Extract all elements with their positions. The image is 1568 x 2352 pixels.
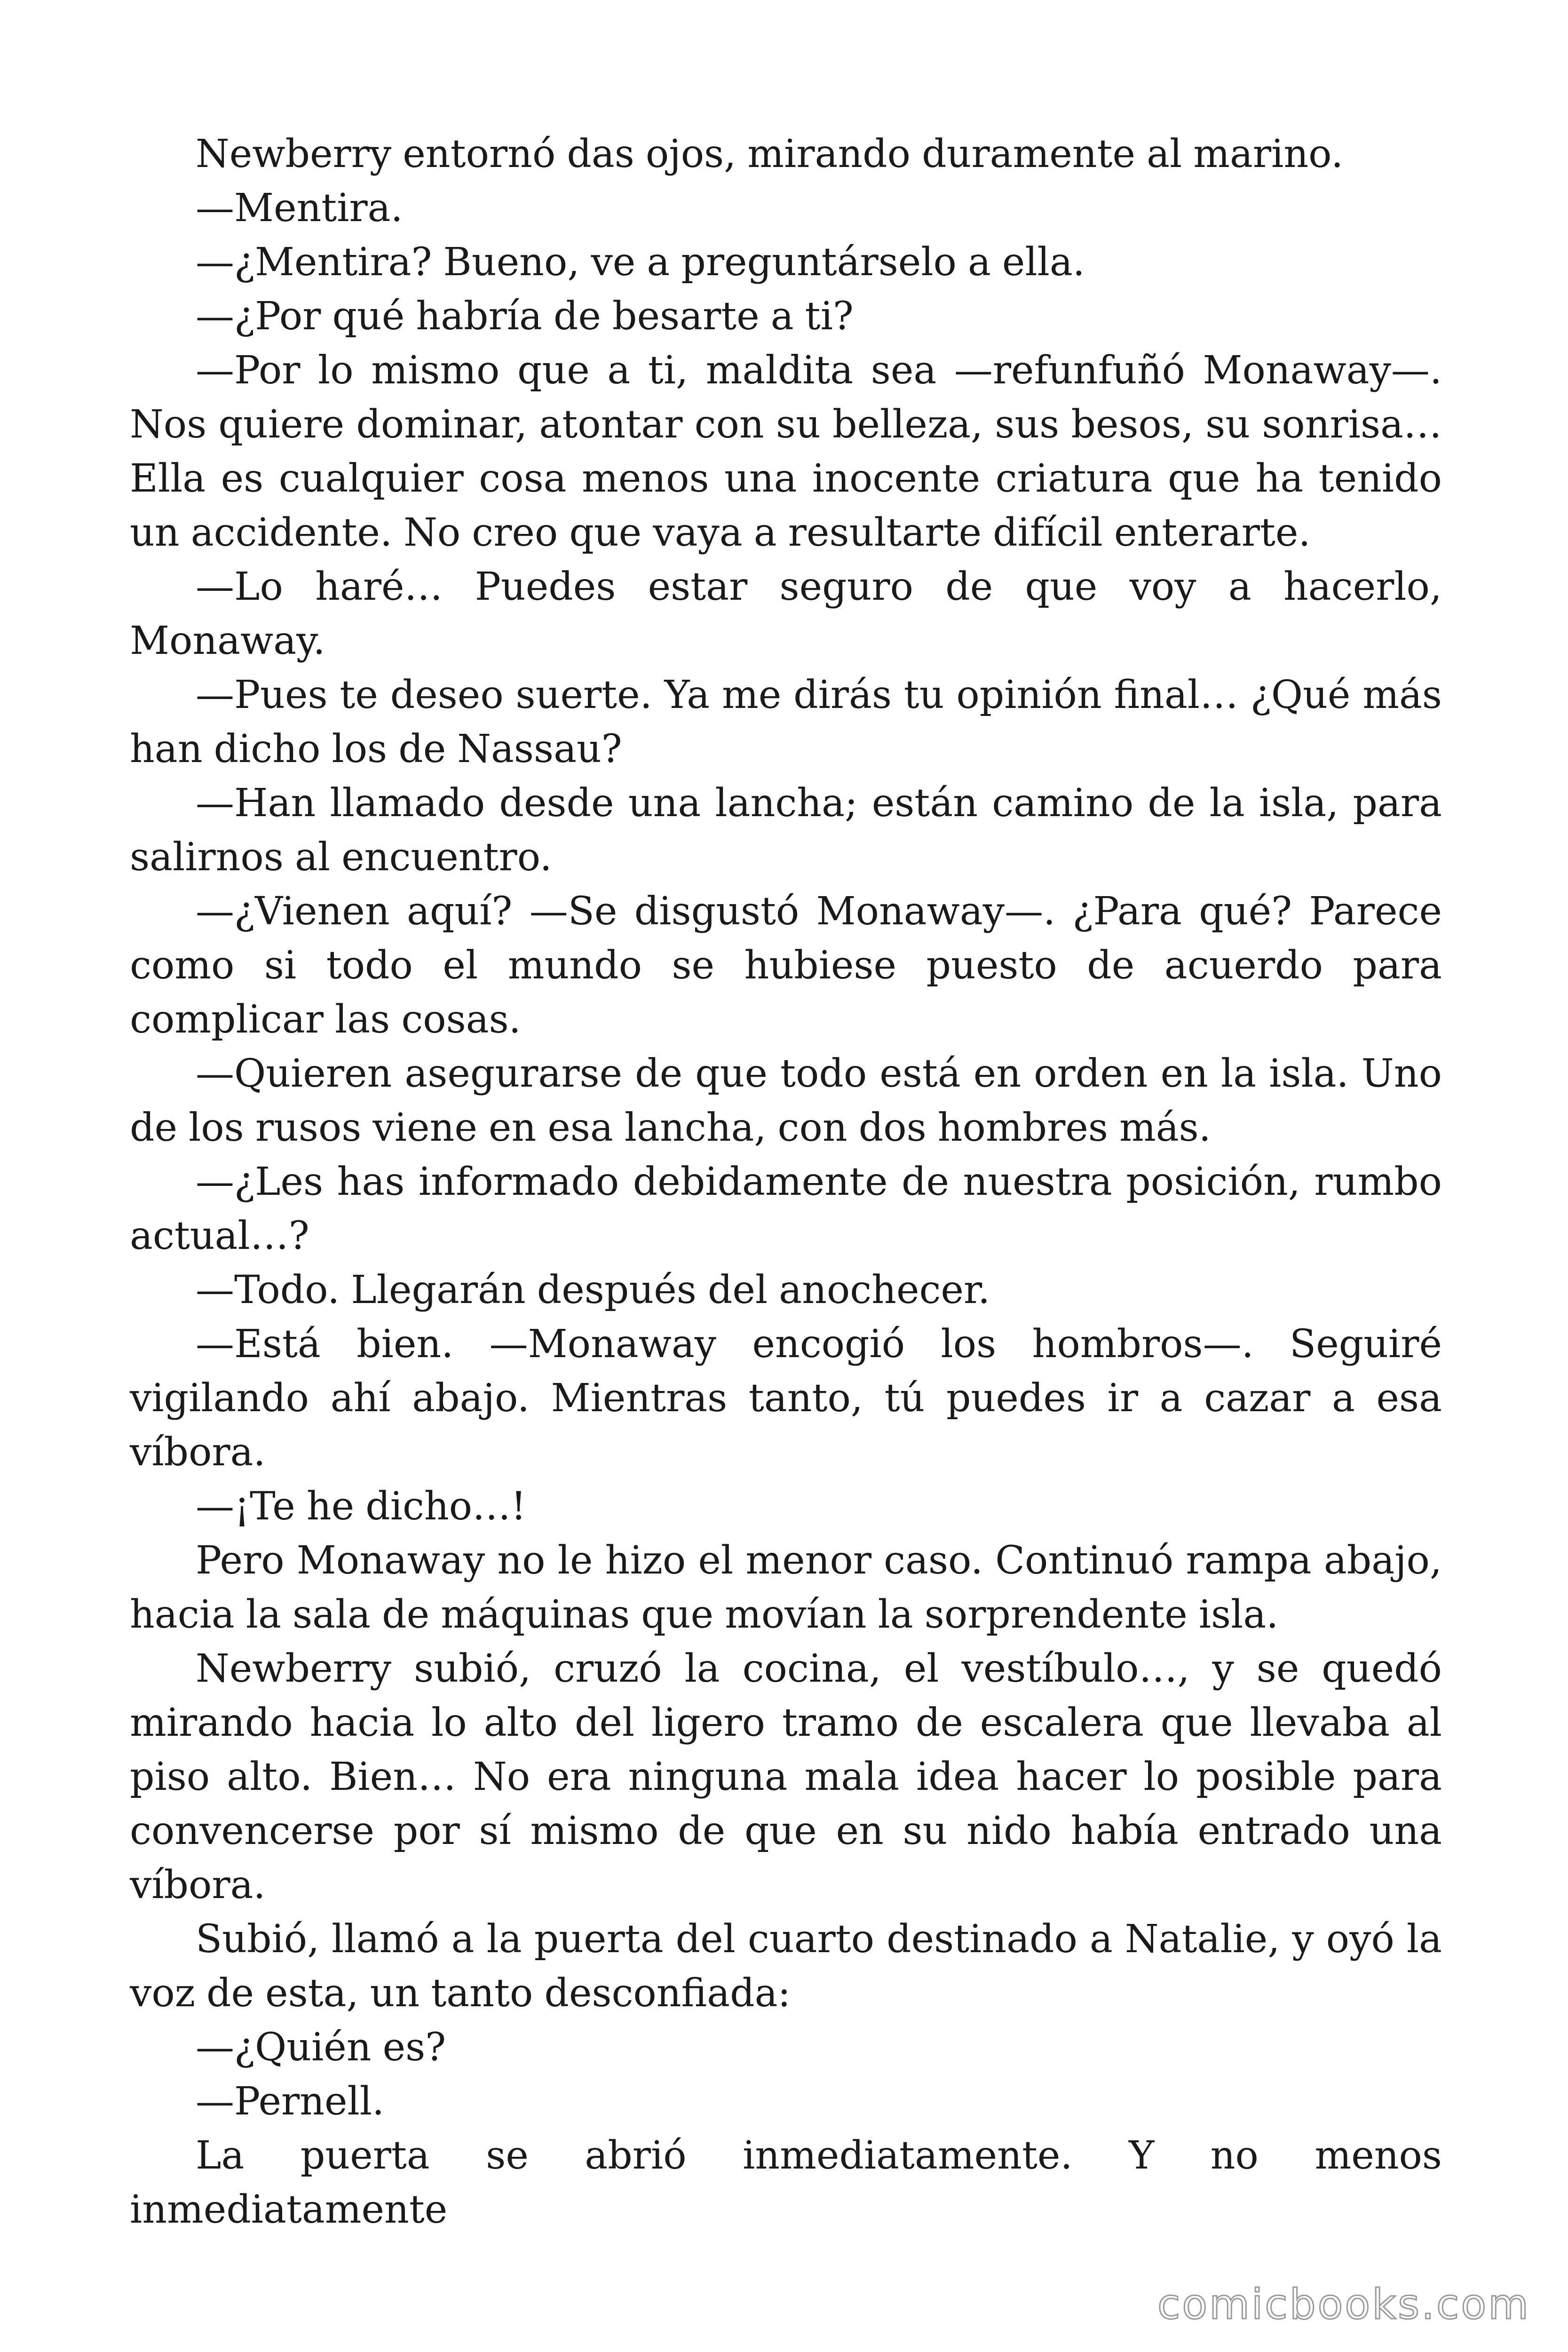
paragraph: —Todo. Llegarán después del anochecer. [196,1268,990,1312]
paragraph: Pero Monaway no le hizo el menor caso. Continuó rampa abajo, hacia la sala de máquinas que movían la sorprendente isla. [130,1538,1442,1637]
paragraph: —Está bien. —Monaway encogió los hombros—. Seguiré vigilando ahí abajo. Mientras tanto, tú puedes ir a cazar a esa víbora. [130,1322,1442,1475]
paragraph: Subió, llamó a la puerta del cuarto destinado a Natalie, y oyó la voz de esta, un tanto desconfiada: [130,1917,1442,2016]
paragraph: —Pues te deseo suerte. Ya me dirás tu opinión final… ¿Qué más han dicho los de Nassau? [130,673,1442,771]
paragraph: La puerta se abrió inmediatamente. Y no menos inmediatamente [130,2133,1442,2232]
paragraph: —¿Mentira? Bueno, ve a preguntárselo a ella. [196,240,1085,285]
watermark-logo: comicbooks.com [1157,2280,1530,2328]
paragraph: —¿Vienen aquí? —Se disgustó Monaway—. ¿Para qué? Parece como si todo el mundo se hubiese puesto de acuerdo para complicar las cosas. [130,889,1442,1042]
paragraph: —¿Por qué habría de besarte a ti? [196,294,854,339]
page-text [130,127,1442,2237]
paragraph: —¿Quién es? [196,2025,446,2070]
paragraph: —¿Les has informado debidamente de nuestra posición, rumbo actual…? [130,1160,1442,1258]
paragraph: —Quieren asegurarse de que todo está en orden en la isla. Uno de los rusos viene en esa lancha, con dos hombres más. [130,1051,1442,1150]
paragraph: Newberry entornó das ojos, mirando duramente al marino. [196,132,1344,176]
paragraph: —¡Te he dicho…! [196,1484,527,1529]
paragraph: —Mentira. [196,186,403,230]
paragraph: —Lo haré… Puedes estar seguro de que voy a hacerlo, Monaway. [130,564,1442,663]
paragraph: —Por lo mismo que a ti, maldita sea —refunfuñó Monaway—. Nos quiere dominar, atontar con su belleza, sus besos, su sonrisa… Ella es cualquier cosa menos una inocente criatura que ha tenido un accidente. No creo que vaya a resultarte difícil enterarte. [130,348,1442,555]
paragraph: Newberry subió, cruzó la cocina, el vestíbulo…, y se quedó mirando hacia lo alto del ligero tramo de escalera que llevaba al piso alto. Bien… No era ninguna mala idea hacer lo posible para convencerse por sí mismo de que en su nido había entrado una víbora. [130,1646,1442,1907]
paragraph: —Han llamado desde una lancha; están camino de la isla, para salirnos al encuentro. [130,781,1442,880]
paragraph: —Pernell. [196,2079,385,2124]
